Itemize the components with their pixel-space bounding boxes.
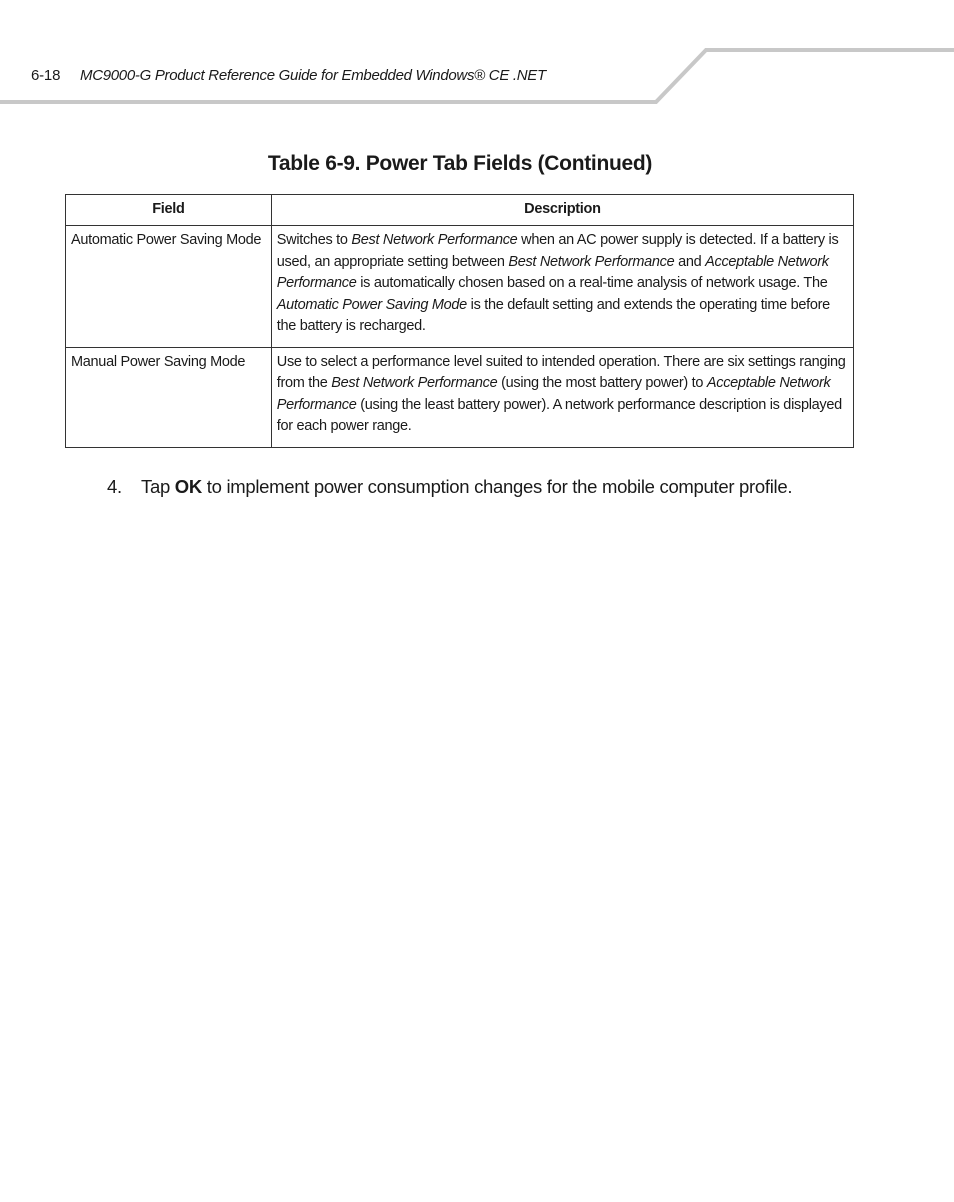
column-header-description: Description: [271, 195, 853, 226]
page-number: 6-18: [31, 67, 61, 84]
description-emphasis: Automatic Power Saving Mode: [276, 296, 467, 313]
running-title: MC9000-G Product Reference Guide for Embedded Windows® CE .NET: [80, 67, 546, 84]
description-emphasis: Best Network Performance: [331, 375, 498, 391]
description-text: when an AC power supply is detected. If a battery is used, an appropriate setting between: [276, 232, 839, 270]
step-text: Tap: [141, 476, 175, 497]
description-cell: [271, 347, 853, 447]
description-text: is automatically chosen based on a real-time analysis of network usage. The: [356, 275, 828, 291]
description-text: Use to select a performance level suited to intended operation. There are six settings ranging from the: [276, 353, 846, 391]
step-ok-keyword: OK: [174, 476, 202, 497]
description-text: Switches to: [276, 232, 352, 248]
description-emphasis: Acceptable Network Performance: [276, 253, 829, 291]
description-cell: [271, 226, 853, 348]
description-text: is the default setting and extends the operating time before the battery is recharged.: [276, 296, 830, 334]
power-tab-fields-table: [65, 194, 854, 448]
description-text: and: [674, 253, 706, 270]
description-emphasis: Best Network Performance: [351, 232, 518, 248]
table-row: [66, 226, 854, 348]
description-emphasis: Acceptable Network Performance: [276, 375, 831, 413]
column-header-field: Field: [66, 195, 272, 226]
table-row: [66, 347, 854, 447]
description-emphasis: Best Network Performance: [508, 253, 675, 270]
field-cell: Manual Power Saving Mode: [66, 347, 272, 447]
field-cell: Automatic Power Saving Mode: [66, 226, 272, 348]
procedure-step: [107, 476, 792, 498]
step-number: 4.: [107, 476, 122, 497]
header-rule-graphic: [0, 0, 954, 110]
table-caption: Table 6-9. Power Tab Fields (Continued): [267, 152, 653, 175]
table-header-row: [66, 195, 854, 226]
description-text: (using the most battery power) to: [497, 375, 707, 391]
step-text: to implement power consumption changes for the mobile computer profile.: [201, 476, 793, 497]
description-text: (using the least battery power). A network performance description is displayed for each power range.: [276, 396, 842, 434]
